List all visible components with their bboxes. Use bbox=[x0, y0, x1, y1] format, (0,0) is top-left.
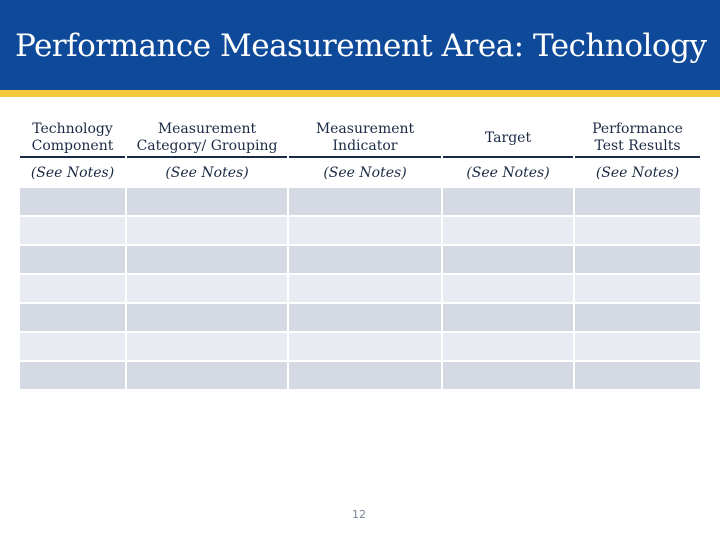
table-cell bbox=[20, 275, 125, 302]
table-cell bbox=[127, 217, 287, 244]
table-cell bbox=[575, 362, 700, 389]
table-cell: (See Notes) bbox=[20, 160, 125, 186]
table-cell: (See Notes) bbox=[289, 160, 441, 186]
table-cell bbox=[443, 188, 573, 215]
table-cell bbox=[443, 217, 573, 244]
table-cell bbox=[575, 188, 700, 215]
table-cell bbox=[575, 246, 700, 273]
header-line: Performance bbox=[592, 121, 683, 137]
table-cell bbox=[127, 246, 287, 273]
table-row bbox=[20, 188, 700, 215]
table-cell bbox=[289, 362, 441, 389]
table-cell bbox=[443, 275, 573, 302]
table-cell bbox=[289, 275, 441, 302]
header-measurement-category bbox=[127, 120, 287, 158]
table-row bbox=[20, 362, 700, 389]
table-cell bbox=[289, 304, 441, 331]
table-cell: (See Notes) bbox=[127, 160, 287, 186]
table-row bbox=[20, 333, 700, 360]
title-bar bbox=[0, 0, 720, 90]
table-cell bbox=[127, 188, 287, 215]
table-cell bbox=[20, 246, 125, 273]
table-row bbox=[20, 246, 700, 273]
header-line: Category/ Grouping bbox=[136, 138, 278, 154]
table-cell bbox=[127, 333, 287, 360]
table-cell bbox=[127, 362, 287, 389]
table-cell bbox=[20, 362, 125, 389]
header-line: Measurement bbox=[157, 121, 257, 137]
table-cell bbox=[127, 275, 287, 302]
table-cell bbox=[20, 217, 125, 244]
table-cell bbox=[20, 304, 125, 331]
table-cell bbox=[20, 333, 125, 360]
table-cell bbox=[127, 304, 287, 331]
accent-rule bbox=[0, 90, 720, 97]
header-line: Indicator bbox=[332, 138, 398, 154]
table-cell bbox=[289, 188, 441, 215]
notes-row bbox=[20, 160, 700, 186]
header-line: Target bbox=[484, 129, 532, 146]
table-cell bbox=[289, 246, 441, 273]
table-cell bbox=[289, 217, 441, 244]
header-line: Measurement bbox=[315, 121, 415, 137]
header-performance-results bbox=[575, 120, 700, 158]
table-cell bbox=[575, 217, 700, 244]
table-cell bbox=[575, 304, 700, 331]
table-row bbox=[20, 217, 700, 244]
table-cell bbox=[443, 246, 573, 273]
page-number: 12 bbox=[352, 508, 366, 521]
table-cell bbox=[575, 333, 700, 360]
table-row bbox=[20, 304, 700, 331]
header-measurement-indicator bbox=[289, 120, 441, 158]
header-technology-component bbox=[20, 120, 125, 158]
table-cell bbox=[443, 362, 573, 389]
table-cell: (See Notes) bbox=[575, 160, 700, 186]
measurement-table bbox=[18, 118, 702, 391]
table-cell bbox=[289, 333, 441, 360]
table-cell bbox=[443, 333, 573, 360]
header-line: Component bbox=[31, 138, 114, 154]
header-line: Test Results bbox=[594, 138, 681, 154]
header-row bbox=[20, 120, 700, 158]
table-cell bbox=[20, 188, 125, 215]
header-line: Technology bbox=[32, 121, 113, 137]
table-cell bbox=[443, 304, 573, 331]
slide-title: Performance Measurement Area: Technology bbox=[15, 28, 707, 64]
header-target bbox=[443, 120, 573, 158]
table-row bbox=[20, 275, 700, 302]
table-cell: (See Notes) bbox=[443, 160, 573, 186]
table-cell bbox=[575, 275, 700, 302]
